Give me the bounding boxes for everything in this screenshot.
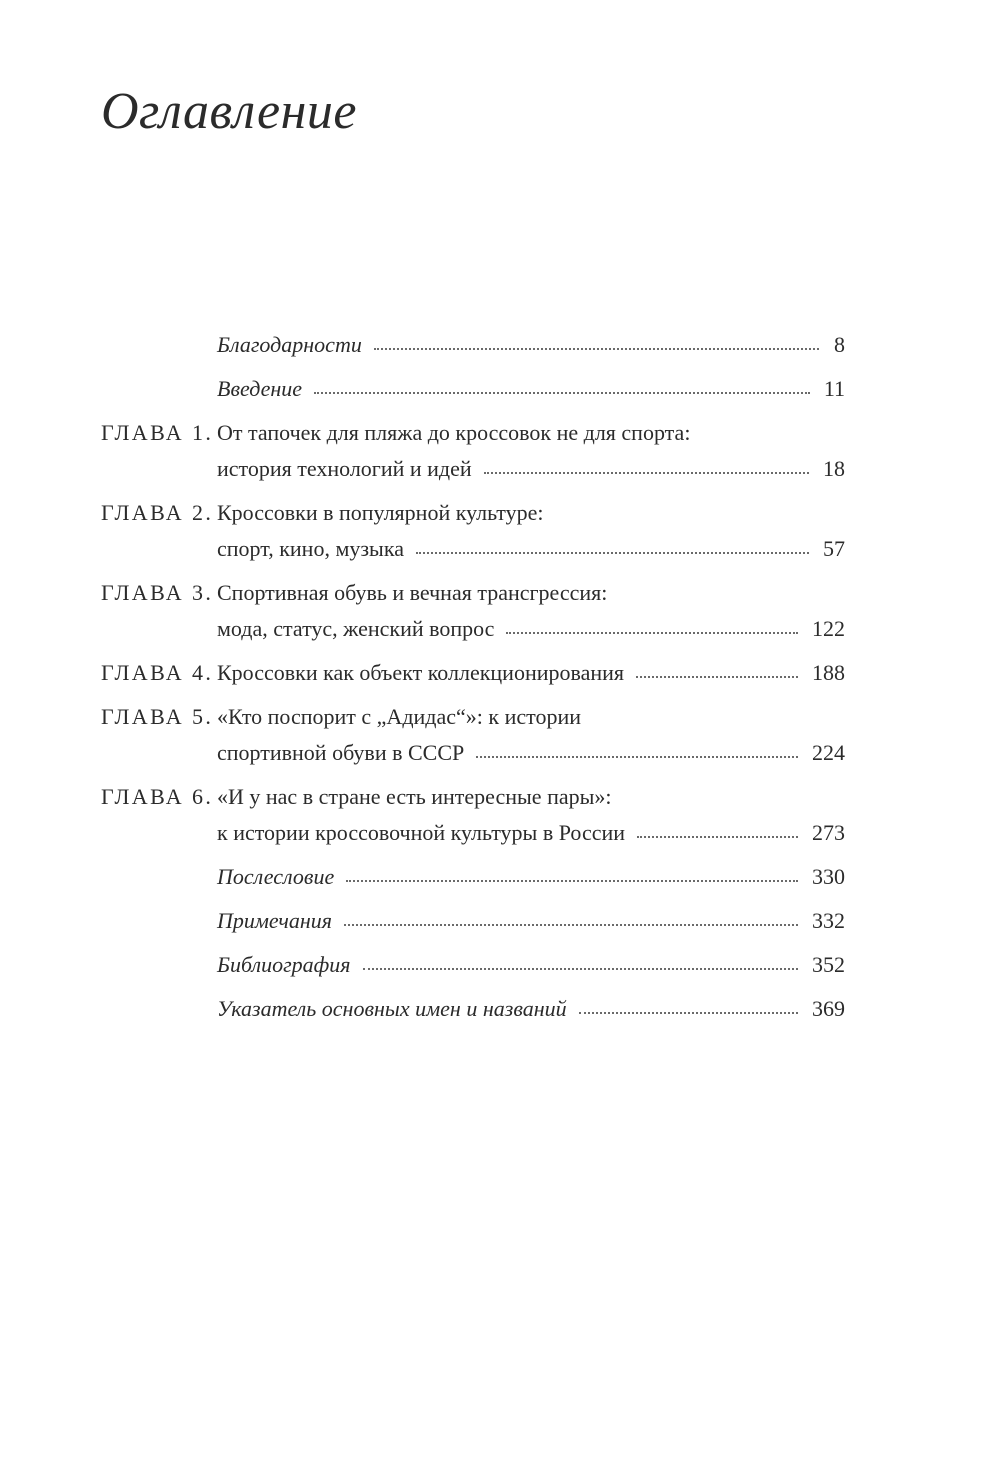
chapter-label: ГЛАВА 2. xyxy=(101,500,214,525)
page-number: 188 xyxy=(812,660,845,685)
dot-leader xyxy=(346,880,798,882)
page-number: 122 xyxy=(812,616,845,641)
chapter-label: ГЛАВА 5. xyxy=(101,704,214,729)
page-number: 369 xyxy=(812,996,845,1021)
row-spacer xyxy=(0,647,1000,655)
row-spacer xyxy=(0,567,1000,575)
row-spacer xyxy=(0,983,1000,991)
entry-title-line xyxy=(217,415,845,451)
entry-title-text: Спортивная обувь и вечная трансгрессия: xyxy=(217,580,608,605)
page-number: 273 xyxy=(812,820,845,845)
chapter-label: ГЛАВА 4. xyxy=(101,660,214,685)
row-spacer xyxy=(0,939,1000,947)
toc-chapter-entry xyxy=(0,575,1000,647)
entry-title-block xyxy=(217,655,845,691)
dot-leader xyxy=(363,968,798,970)
dot-leader xyxy=(579,1012,798,1014)
entry-title-line xyxy=(217,735,845,771)
entry-title-block xyxy=(217,495,845,567)
dot-leader xyxy=(314,392,810,394)
toc-entry xyxy=(0,903,1000,939)
entry-title-text: Кроссовки как объект коллекционирования xyxy=(217,660,625,685)
entry-title-text: Примечания xyxy=(217,908,333,933)
entry-title-block xyxy=(217,947,845,983)
entry-title-text: «И у нас в стране есть интересные пары»: xyxy=(217,784,612,809)
page-number: 8 xyxy=(834,332,845,357)
entry-title-line xyxy=(217,815,845,851)
row-spacer xyxy=(0,487,1000,495)
entry-title-line xyxy=(217,451,845,487)
entry-title-line xyxy=(217,903,845,939)
entry-title-line xyxy=(217,531,845,567)
entry-title-text: Введение xyxy=(217,376,303,401)
dot-leader xyxy=(637,836,798,838)
dot-leader xyxy=(484,472,809,474)
row-spacer xyxy=(0,771,1000,779)
page-title: Оглавление xyxy=(101,83,357,140)
page-number: 57 xyxy=(823,536,845,561)
entry-title-block xyxy=(217,699,845,771)
chapter-label: ГЛАВА 1. xyxy=(101,420,214,445)
dot-leader xyxy=(344,924,798,926)
row-spacer xyxy=(0,895,1000,903)
dot-leader xyxy=(506,632,798,634)
entry-title-text: спортивной обуви в СССР xyxy=(217,740,465,765)
entry-title-block xyxy=(217,575,845,647)
entry-title-text: Послесловие xyxy=(217,864,335,889)
dot-leader xyxy=(374,348,819,350)
entry-title-text: Благодарности xyxy=(217,332,362,357)
entry-title-line xyxy=(217,611,845,647)
entry-title-block xyxy=(217,903,845,939)
entry-title-block xyxy=(217,991,845,1027)
entry-title-line xyxy=(217,699,845,735)
toc-entry xyxy=(0,947,1000,983)
entry-title-block xyxy=(217,371,845,407)
page-number: 11 xyxy=(823,376,845,401)
row-spacer xyxy=(0,363,1000,371)
entry-title-line xyxy=(217,371,845,407)
entry-title-text: Кроссовки в популярной культуре: xyxy=(217,500,544,525)
entry-title-text: Библиография xyxy=(217,952,351,977)
page-number: 330 xyxy=(812,864,845,889)
row-spacer xyxy=(0,691,1000,699)
entry-title-block xyxy=(217,415,845,487)
entry-title-text: Указатель основных имен и названий xyxy=(217,996,567,1021)
toc-chapter-entry xyxy=(0,699,1000,771)
entry-title-text: спорт, кино, музыка xyxy=(217,536,404,561)
entry-title-text: «Кто поспорит с „Адидас“»: к истории xyxy=(217,704,581,729)
entry-title-line xyxy=(217,327,845,363)
toc-chapter-entry xyxy=(0,415,1000,487)
entry-title-text: От тапочек для пляжа до кроссовок не для спорта: xyxy=(217,420,691,445)
toc-chapter-entry xyxy=(0,779,1000,851)
entry-title-block xyxy=(217,327,845,363)
row-spacer xyxy=(0,407,1000,415)
entry-title-line xyxy=(217,991,845,1027)
entry-title-text: к истории кроссовочной культуры в России xyxy=(217,820,626,845)
entry-title-block xyxy=(217,859,845,895)
table-of-contents xyxy=(0,327,1000,1027)
entry-title-text: история технологий и идей xyxy=(217,456,472,481)
toc-entry xyxy=(0,327,1000,363)
page-number: 332 xyxy=(812,908,845,933)
entry-title-line xyxy=(217,655,845,691)
toc-entry xyxy=(0,991,1000,1027)
page-number: 18 xyxy=(823,456,845,481)
dot-leader xyxy=(636,676,798,678)
page-number: 224 xyxy=(812,740,845,765)
entry-title-line xyxy=(217,779,845,815)
toc-chapter-entry xyxy=(0,495,1000,567)
page-number: 352 xyxy=(812,952,845,977)
entry-title-line xyxy=(217,859,845,895)
chapter-label: ГЛАВА 3. xyxy=(101,580,214,605)
entry-title-line xyxy=(217,947,845,983)
entry-title-text: мода, статус, женский вопрос xyxy=(217,616,495,641)
toc-chapter-entry xyxy=(0,655,1000,691)
dot-leader xyxy=(476,756,798,758)
toc-entry xyxy=(0,371,1000,407)
toc-entry xyxy=(0,859,1000,895)
entry-title-line xyxy=(217,575,845,611)
row-spacer xyxy=(0,851,1000,859)
dot-leader xyxy=(416,552,809,554)
entry-title-block xyxy=(217,779,845,851)
entry-title-line xyxy=(217,495,845,531)
chapter-label: ГЛАВА 6. xyxy=(101,784,214,809)
